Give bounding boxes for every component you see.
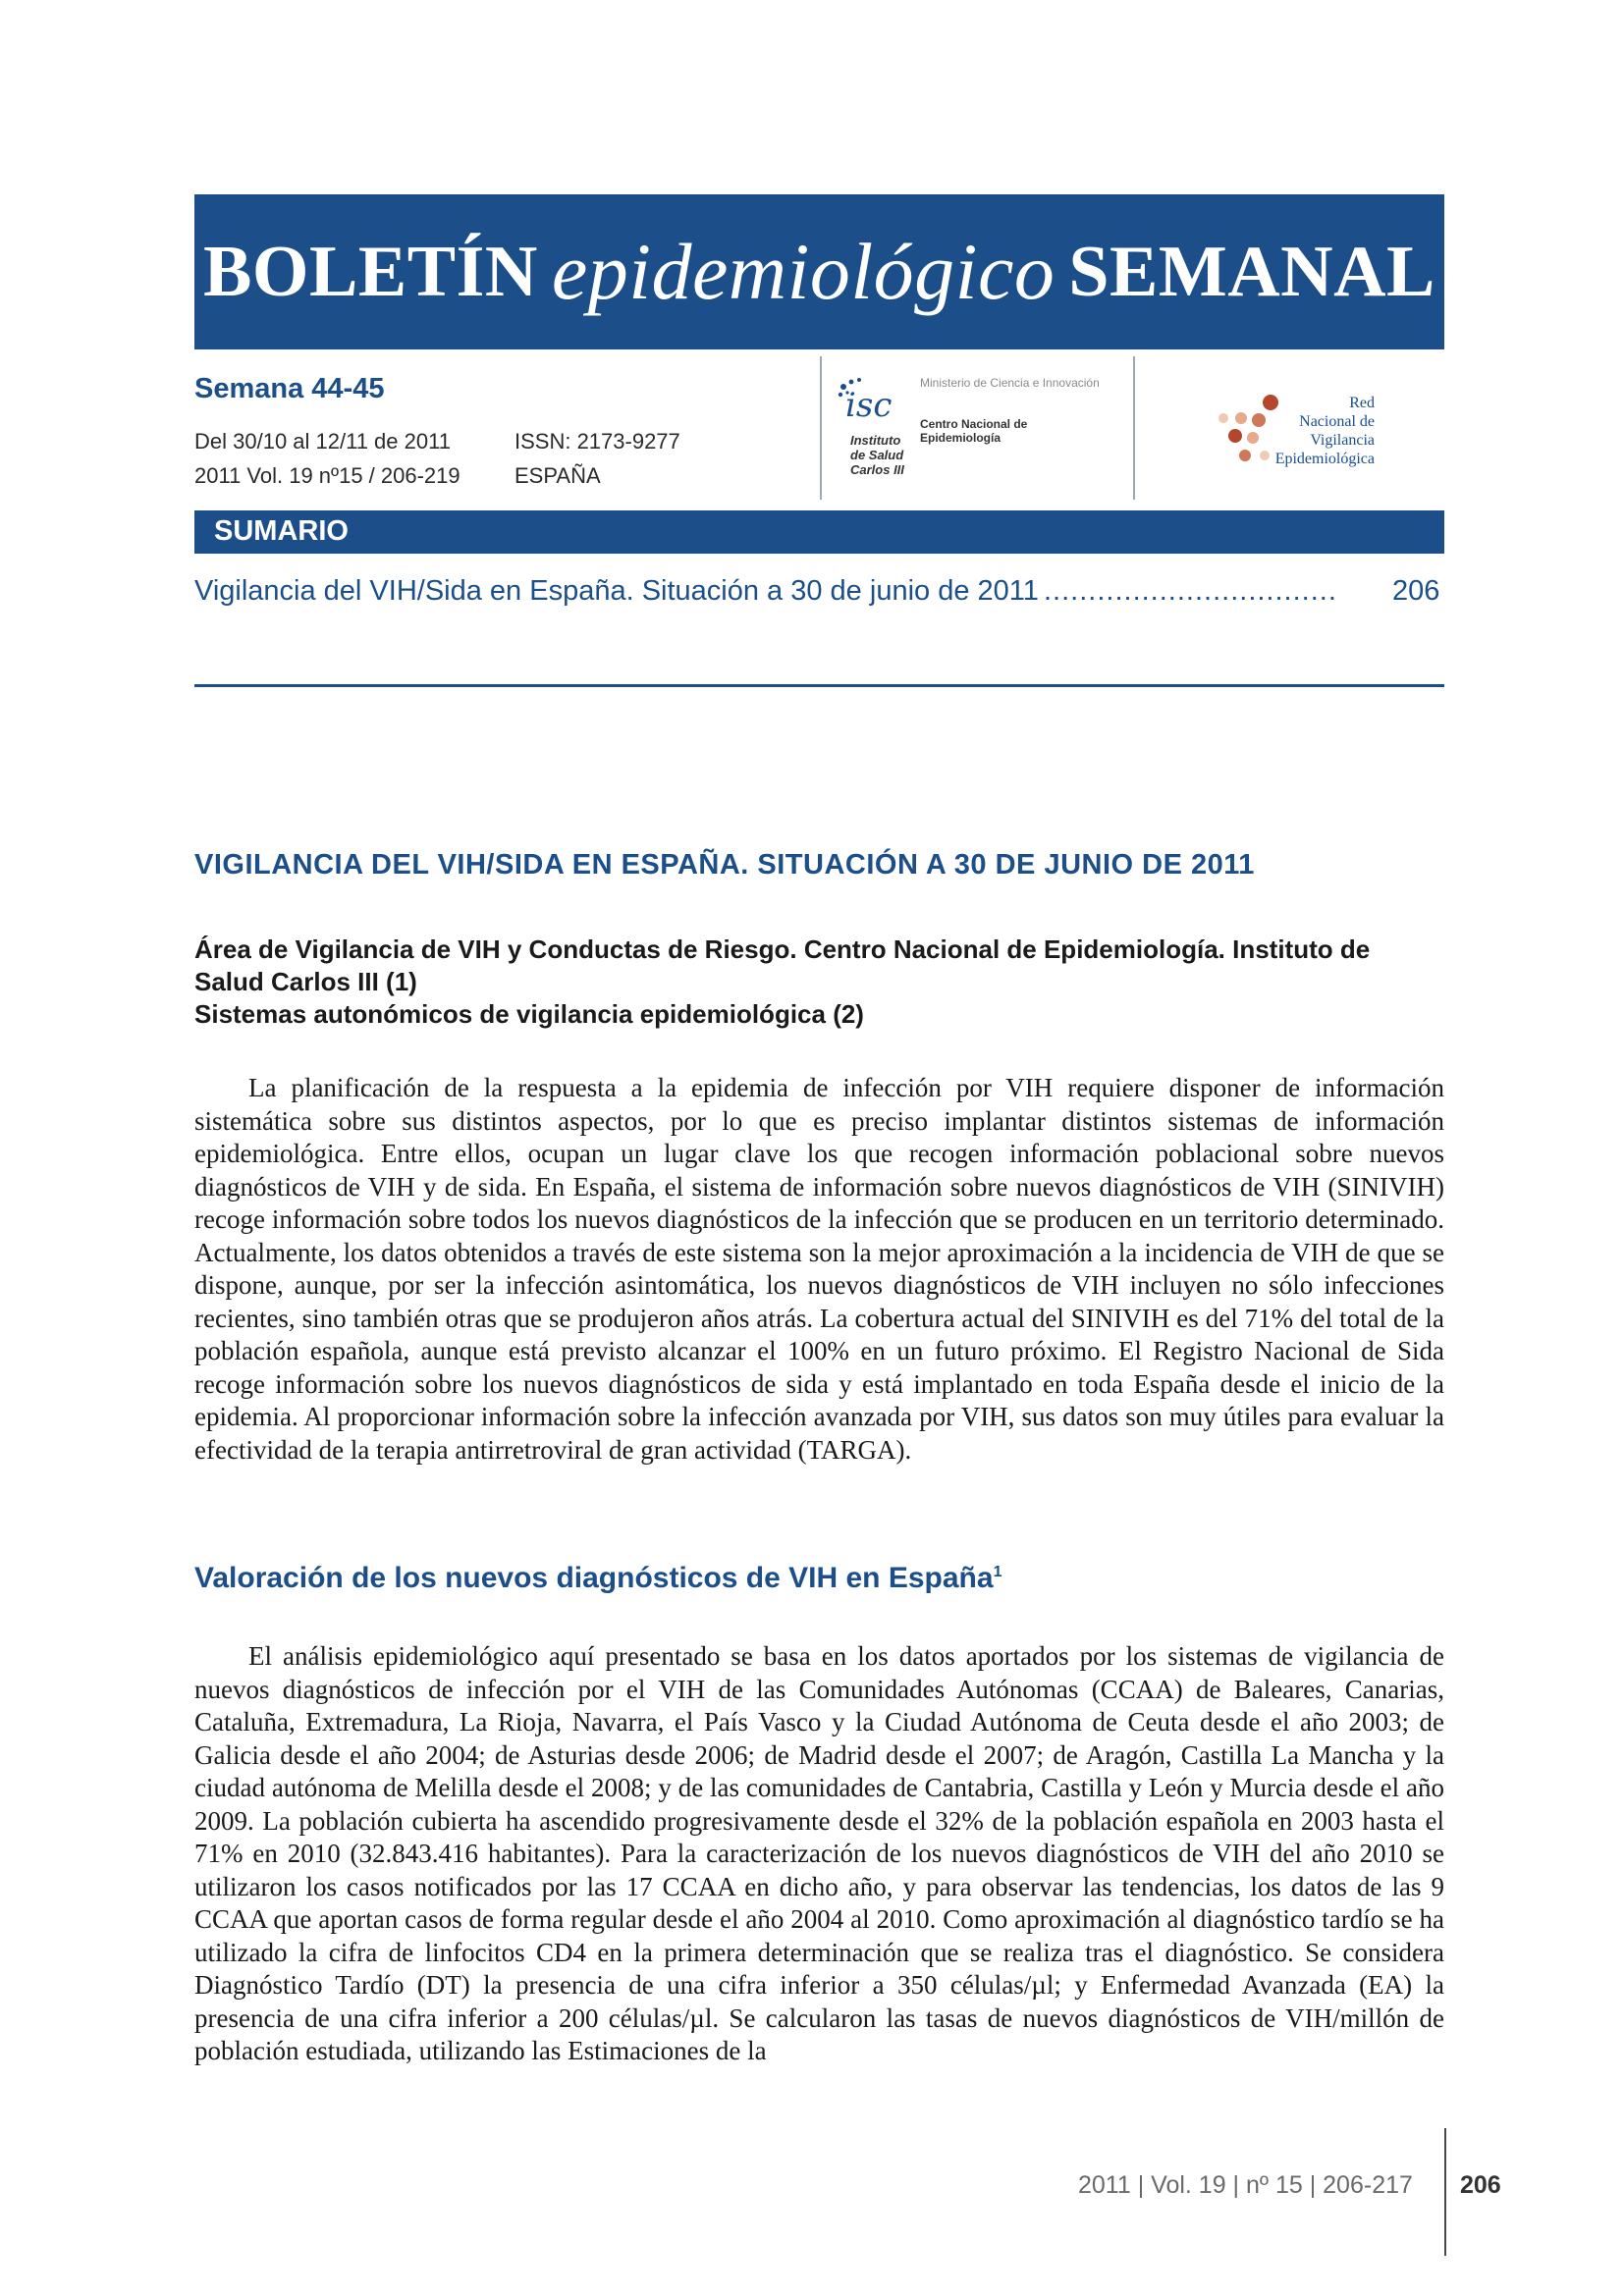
issue-week: Semana 44-45 <box>194 373 385 404</box>
authors-line: Área de Vigilancia de VIH y Conductas de Riesgo. Centro Nacional de Epidemiología. Instituto de Salud Carlos III (1) <box>194 934 1371 996</box>
footer-page-number: 206 <box>1460 2171 1501 2199</box>
footer-divider <box>1444 2128 1446 2256</box>
section-divider <box>194 684 1444 687</box>
renave-label-line: Nacional de <box>1299 413 1375 430</box>
toc-entry-link[interactable]: Vigilancia del VIH/Sida en España. Situación a 30 de junio de 2011 <box>194 575 1039 607</box>
sumario-title: SUMARIO <box>214 515 349 547</box>
cne-label: Centro Nacional de Epidemiología <box>920 417 1028 445</box>
country: ESPAÑA <box>514 463 601 488</box>
header-divider <box>1133 356 1135 500</box>
body-paragraph: El análisis epidemiológico aquí presentado se basa en los datos aportados por los sistemas de vigilancia de nuevos diagnósticos de infección por el VIH de las Comunidades Autónomas (CCAA) de Baleares, Canarias, Cataluña, Extremadura, La Rioja, Navarra, el País Vasco y la Ciudad Autónoma de Ceuta desde el año 2003; de Galicia desde el año 2004; de Asturias desde 2006; de Madrid desde el 2007; de Aragón, Castilla La Mancha y la ciudad autónoma de Melilla desde el 2008; y de las comunidades de Cantabria, Castilla y León y Murcia desde el año 2009. La población cubierta ha ascendido progresivamente desde el 32% de la población española en 2003 hasta el 71% en 2010 (32.843.416 habitantes). Para la caracterización de los nuevos diagnósticos de VIH del año 2010 se utilizaron los casos notificados por las 17 CCAA en dicho año, y para observar las tendencias, los datos de las 9 CCAA que aportan casos de forma regular desde el año 2004 al 2010. Como aproximación al diagnóstico tardío se ha utilizado la cifra de linfocitos CD4 en la primera determinación que se realiza tras el diagnóstico. Se considera Diagnóstico Tardío (DT) la presencia de una cifra inferior a 350 células/µl; y Enfermedad Avanzada (EA) la presencia de una cifra inferior a 200 células/µl. Se calcularon las tasas de nuevos diagnósticos de VIH/millón de población estudiada, utilizando las Estimaciones de la <box>194 1641 1444 2065</box>
header-divider <box>820 356 822 500</box>
ministry-label: Ministerio de Ciencia e Innovación <box>920 376 1100 390</box>
section-heading <box>194 1562 1001 1595</box>
toc-page-number[interactable]: 206 <box>1392 575 1440 607</box>
issue-date-range: Del 30/10 al 12/11 de 2011 <box>194 429 451 454</box>
issn: ISSN: 2173-9277 <box>514 429 680 454</box>
issue-volume: 2011 Vol. 19 nº15 / 206-219 <box>194 463 460 488</box>
article-authors <box>194 934 1444 1031</box>
isciii-label-line: de Salud <box>850 448 904 462</box>
footer-citation: 2011 | Vol. 19 | nº 15 | 206-217 <box>1078 2171 1413 2199</box>
svg-text:isc: isc <box>845 386 893 422</box>
toc-leader-dots: ................................. <box>1044 575 1337 607</box>
masthead-semanal: SEMANAL <box>1068 231 1435 312</box>
isciii-label-line: Carlos III <box>850 462 904 477</box>
masthead-boletin: BOLETÍN <box>203 231 538 312</box>
renave-label <box>1267 394 1375 468</box>
sumario-bar <box>194 510 1444 554</box>
renave-label-line: Vigilancia <box>1310 432 1375 449</box>
masthead-epidemiologico: epidemiológico <box>551 227 1056 316</box>
section-heading-text: Valoración de los nuevos diagnósticos de VIH en España <box>194 1562 994 1594</box>
footnote-marker[interactable]: 1 <box>993 1564 1002 1580</box>
authors-line: Sistemas autonómicos de vigilancia epidemiológica (2) <box>194 999 864 1029</box>
intro-paragraph: La planificación de la respuesta a la epidemia de infección por VIH requiere disponer de información sistemática sobre sus distintos aspectos, por lo que es preciso implantar distintos sistemas de información epidemiológica. Entre ellos, ocupan un lugar clave los que recogen información poblacional sobre nuevos diagnósticos de VIH y de sida. En España, el sistema de información sobre nuevos diagnósticos de VIH (SINIVIH) recoge información sobre todos los nuevos diagnósticos de la infección que se producen en un territorio determinado. Actualmente, los datos obtenidos a través de este sistema son la mejor aproximación a la incidencia de VIH de que se dispone, aunque, por ser la infección asintomática, los nuevos diagnósticos de VIH incluyen no sólo infecciones recientes, sino también otras que se produjeron años atrás. La cobertura actual del SINIVIH es del 71% del total de la población española, aunque está previsto alcanzar el 100% en un futuro próximo. El Registro Nacional de Sida recoge información sobre los nuevos diagnósticos de sida y está implantado en toda España desde el inicio de la epidemia. Al proporcionar información sobre la infección avanzada por VIH, sus datos son muy útiles para evaluar la efectividad de la terapia antirretroviral de gran actividad (TARGA). <box>194 1073 1444 1465</box>
isciii-logo-icon <box>834 373 898 422</box>
isciii-label <box>850 433 919 477</box>
isciii-label-line: Instituto <box>850 433 901 448</box>
renave-label-line: Epidemiológica <box>1274 451 1375 467</box>
masthead-banner <box>194 194 1444 349</box>
renave-label-line: Red <box>1349 395 1375 411</box>
article-title: VIGILANCIA DEL VIH/SIDA EN ESPAÑA. SITUACIÓN A 30 DE JUNIO DE 2011 <box>194 849 1255 881</box>
